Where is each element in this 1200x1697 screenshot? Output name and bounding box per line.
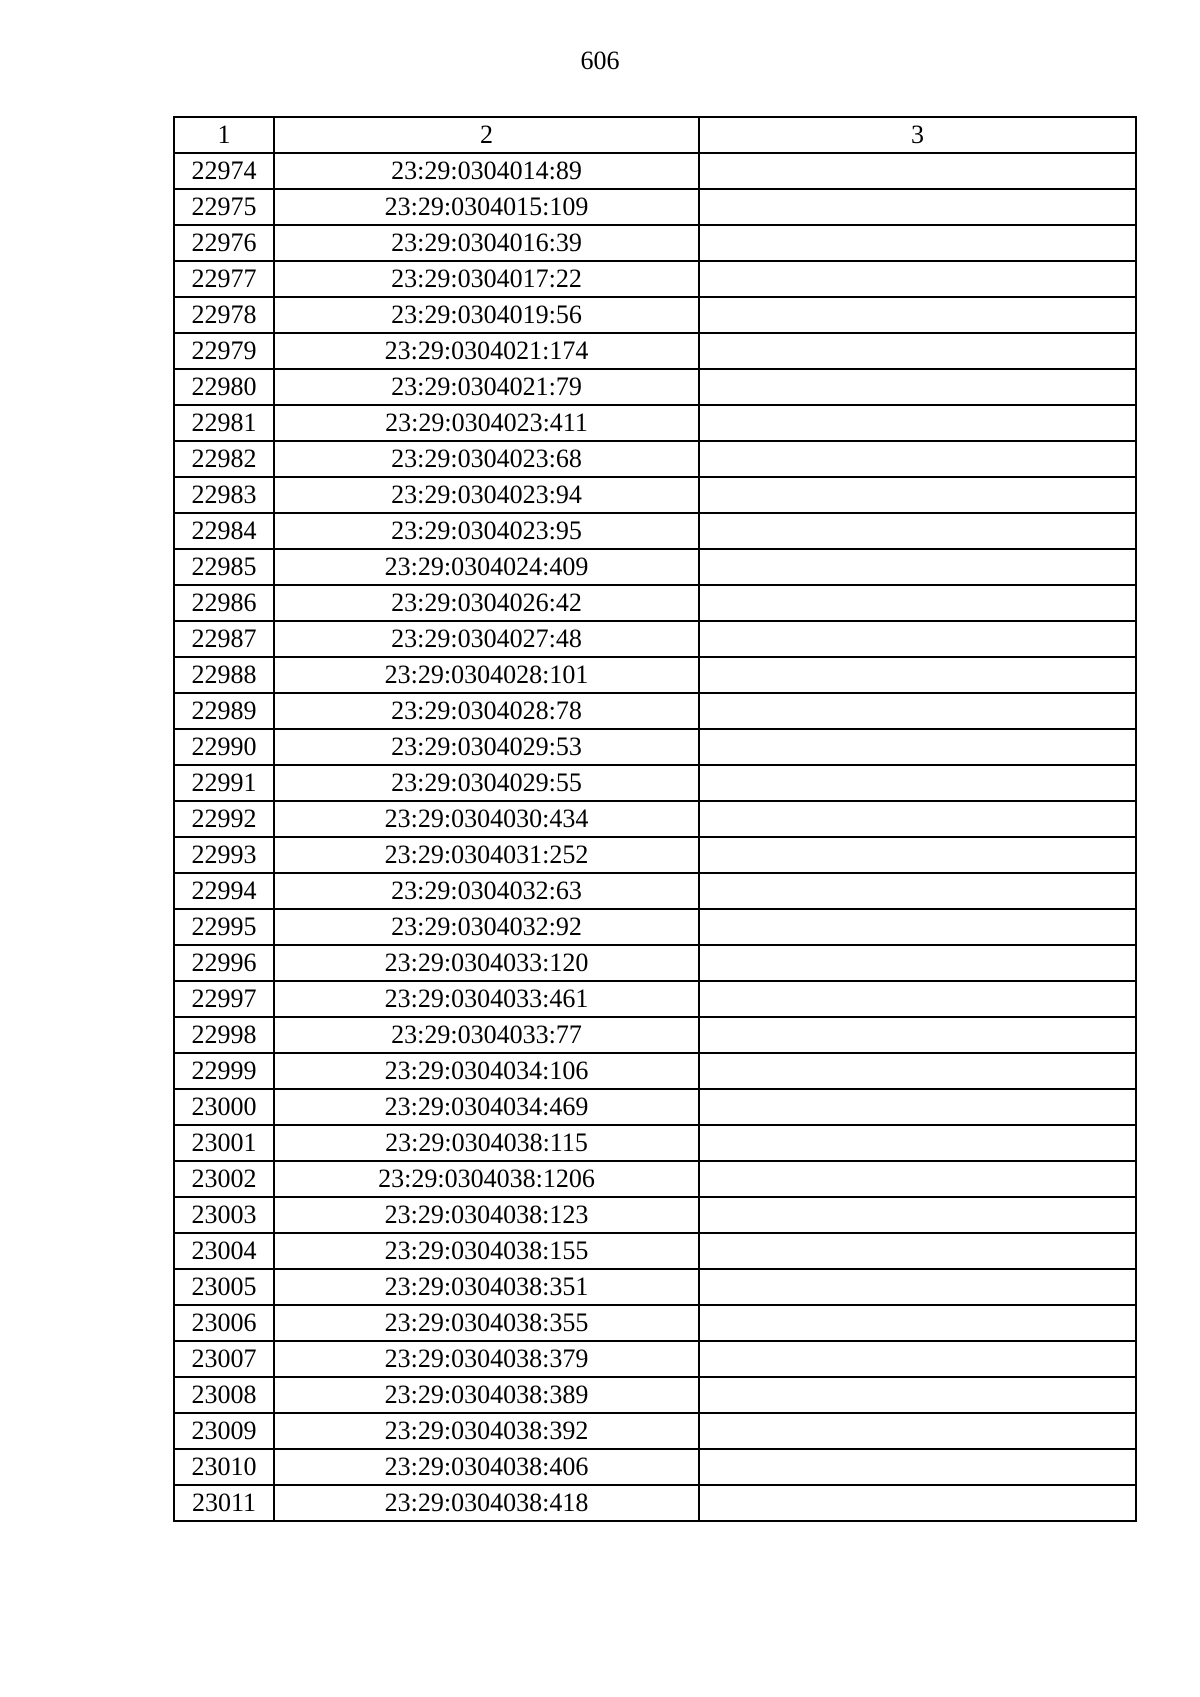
row-number-cell: 23003 [174, 1197, 274, 1233]
cadastral-number-cell: 23:29:0304038:392 [274, 1413, 699, 1449]
note-cell [699, 1125, 1136, 1161]
note-cell [699, 1197, 1136, 1233]
note-cell [699, 1233, 1136, 1269]
table-row [174, 297, 1136, 333]
note-cell [699, 621, 1136, 657]
note-cell [699, 477, 1136, 513]
table-row [174, 333, 1136, 369]
row-number-cell: 22991 [174, 765, 274, 801]
table-row [174, 1233, 1136, 1269]
row-number-cell: 22996 [174, 945, 274, 981]
table-row [174, 1413, 1136, 1449]
cadastral-number-cell: 23:29:0304033:77 [274, 1017, 699, 1053]
note-cell [699, 657, 1136, 693]
note-cell [699, 1485, 1136, 1521]
note-cell [699, 909, 1136, 945]
cadastral-number-cell: 23:29:0304038:389 [274, 1377, 699, 1413]
row-number-cell: 22987 [174, 621, 274, 657]
row-number-cell: 22997 [174, 981, 274, 1017]
cadastral-number-cell: 23:29:0304038:355 [274, 1305, 699, 1341]
table-row [174, 153, 1136, 189]
cadastral-number-cell: 23:29:0304029:53 [274, 729, 699, 765]
note-cell [699, 837, 1136, 873]
note-cell [699, 297, 1136, 333]
note-cell [699, 585, 1136, 621]
row-number-cell: 22993 [174, 837, 274, 873]
row-number-cell: 22986 [174, 585, 274, 621]
table-row [174, 225, 1136, 261]
table-row [174, 873, 1136, 909]
note-cell [699, 1413, 1136, 1449]
row-number-cell: 23005 [174, 1269, 274, 1305]
cadastral-number-cell: 23:29:0304019:56 [274, 297, 699, 333]
table-row [174, 477, 1136, 513]
table-row [174, 261, 1136, 297]
note-cell [699, 333, 1136, 369]
row-number-cell: 22992 [174, 801, 274, 837]
row-number-cell: 23007 [174, 1341, 274, 1377]
note-cell [699, 729, 1136, 765]
note-cell [699, 1269, 1136, 1305]
note-cell [699, 945, 1136, 981]
row-number-cell: 22985 [174, 549, 274, 585]
table-row [174, 765, 1136, 801]
table-row [174, 1449, 1136, 1485]
table-header [174, 117, 1136, 153]
table-row [174, 729, 1136, 765]
row-number-cell: 23008 [174, 1377, 274, 1413]
page-number: 606 [580, 46, 620, 75]
cadastral-number-cell: 23:29:0304014:89 [274, 153, 699, 189]
cadastral-number-cell: 23:29:0304027:48 [274, 621, 699, 657]
table-row [174, 1053, 1136, 1089]
table-row [174, 1269, 1136, 1305]
row-number-cell: 22980 [174, 369, 274, 405]
table-row [174, 1089, 1136, 1125]
note-cell [699, 405, 1136, 441]
cadastral-number-cell: 23:29:0304016:39 [274, 225, 699, 261]
table-row [174, 693, 1136, 729]
cadastral-number-cell: 23:29:0304028:101 [274, 657, 699, 693]
table-row [174, 909, 1136, 945]
table-row [174, 441, 1136, 477]
header-cell-3: 3 [699, 117, 1136, 153]
table-row [174, 369, 1136, 405]
cadastral-number-cell: 23:29:0304038:123 [274, 1197, 699, 1233]
table-row [174, 657, 1136, 693]
table-row [174, 1377, 1136, 1413]
note-cell [699, 693, 1136, 729]
note-cell [699, 1089, 1136, 1125]
table-row [174, 1197, 1136, 1233]
note-cell [699, 765, 1136, 801]
note-cell [699, 261, 1136, 297]
row-number-cell: 23011 [174, 1485, 274, 1521]
cadastral-number-cell: 23:29:0304030:434 [274, 801, 699, 837]
note-cell [699, 1053, 1136, 1089]
table-row [174, 981, 1136, 1017]
table-row [174, 549, 1136, 585]
row-number-cell: 22995 [174, 909, 274, 945]
note-cell [699, 1017, 1136, 1053]
cadastral-number-cell: 23:29:0304038:351 [274, 1269, 699, 1305]
row-number-cell: 22988 [174, 657, 274, 693]
row-number-cell: 22984 [174, 513, 274, 549]
registry-table [173, 116, 1137, 1522]
cadastral-number-cell: 23:29:0304017:22 [274, 261, 699, 297]
cadastral-number-cell: 23:29:0304021:79 [274, 369, 699, 405]
cadastral-number-cell: 23:29:0304038:406 [274, 1449, 699, 1485]
cadastral-number-cell: 23:29:0304032:63 [274, 873, 699, 909]
note-cell [699, 225, 1136, 261]
row-number-cell: 23001 [174, 1125, 274, 1161]
note-cell [699, 1377, 1136, 1413]
note-cell [699, 153, 1136, 189]
row-number-cell: 22976 [174, 225, 274, 261]
row-number-cell: 22999 [174, 1053, 274, 1089]
cadastral-number-cell: 23:29:0304023:411 [274, 405, 699, 441]
table-row [174, 189, 1136, 225]
row-number-cell: 22981 [174, 405, 274, 441]
cadastral-number-cell: 23:29:0304021:174 [274, 333, 699, 369]
row-number-cell: 23000 [174, 1089, 274, 1125]
table-row [174, 1305, 1136, 1341]
row-number-cell: 22977 [174, 261, 274, 297]
table-row [174, 801, 1136, 837]
row-number-cell: 23004 [174, 1233, 274, 1269]
table-row [174, 405, 1136, 441]
cadastral-number-cell: 23:29:0304038:379 [274, 1341, 699, 1377]
cadastral-number-cell: 23:29:0304031:252 [274, 837, 699, 873]
note-cell [699, 549, 1136, 585]
cadastral-number-cell: 23:29:0304033:120 [274, 945, 699, 981]
cadastral-number-cell: 23:29:0304023:94 [274, 477, 699, 513]
cadastral-number-cell: 23:29:0304034:469 [274, 1089, 699, 1125]
table-row [174, 621, 1136, 657]
cadastral-number-cell: 23:29:0304026:42 [274, 585, 699, 621]
row-number-cell: 22998 [174, 1017, 274, 1053]
cadastral-number-cell: 23:29:0304033:461 [274, 981, 699, 1017]
row-number-cell: 22994 [174, 873, 274, 909]
cadastral-number-cell: 23:29:0304032:92 [274, 909, 699, 945]
header-cell-1: 1 [174, 117, 274, 153]
note-cell [699, 189, 1136, 225]
cadastral-number-cell: 23:29:0304038:1206 [274, 1161, 699, 1197]
table-row [174, 1161, 1136, 1197]
row-number-cell: 22983 [174, 477, 274, 513]
note-cell [699, 1305, 1136, 1341]
cadastral-number-cell: 23:29:0304024:409 [274, 549, 699, 585]
cadastral-number-cell: 23:29:0304015:109 [274, 189, 699, 225]
note-cell [699, 441, 1136, 477]
cadastral-number-cell: 23:29:0304029:55 [274, 765, 699, 801]
note-cell [699, 513, 1136, 549]
cadastral-number-cell: 23:29:0304038:155 [274, 1233, 699, 1269]
row-number-cell: 22975 [174, 189, 274, 225]
note-cell [699, 981, 1136, 1017]
table-body [174, 153, 1136, 1521]
row-number-cell: 22982 [174, 441, 274, 477]
table-row [174, 513, 1136, 549]
note-cell [699, 801, 1136, 837]
cadastral-number-cell: 23:29:0304028:78 [274, 693, 699, 729]
header-cell-2: 2 [274, 117, 699, 153]
row-number-cell: 22990 [174, 729, 274, 765]
row-number-cell: 23010 [174, 1449, 274, 1485]
table-row [174, 1341, 1136, 1377]
cadastral-number-cell: 23:29:0304034:106 [274, 1053, 699, 1089]
note-cell [699, 369, 1136, 405]
row-number-cell: 22978 [174, 297, 274, 333]
row-number-cell: 22989 [174, 693, 274, 729]
note-cell [699, 1449, 1136, 1485]
cadastral-number-cell: 23:29:0304023:95 [274, 513, 699, 549]
row-number-cell: 22974 [174, 153, 274, 189]
note-cell [699, 873, 1136, 909]
note-cell [699, 1161, 1136, 1197]
header-row [174, 117, 1136, 153]
table-row [174, 837, 1136, 873]
table-row [174, 945, 1136, 981]
row-number-cell: 22979 [174, 333, 274, 369]
cadastral-number-cell: 23:29:0304038:418 [274, 1485, 699, 1521]
table-row [174, 585, 1136, 621]
note-cell [699, 1341, 1136, 1377]
row-number-cell: 23009 [174, 1413, 274, 1449]
table-row [174, 1017, 1136, 1053]
row-number-cell: 23002 [174, 1161, 274, 1197]
row-number-cell: 23006 [174, 1305, 274, 1341]
table-row [174, 1125, 1136, 1161]
cadastral-number-cell: 23:29:0304038:115 [274, 1125, 699, 1161]
table-row [174, 1485, 1136, 1521]
cadastral-number-cell: 23:29:0304023:68 [274, 441, 699, 477]
